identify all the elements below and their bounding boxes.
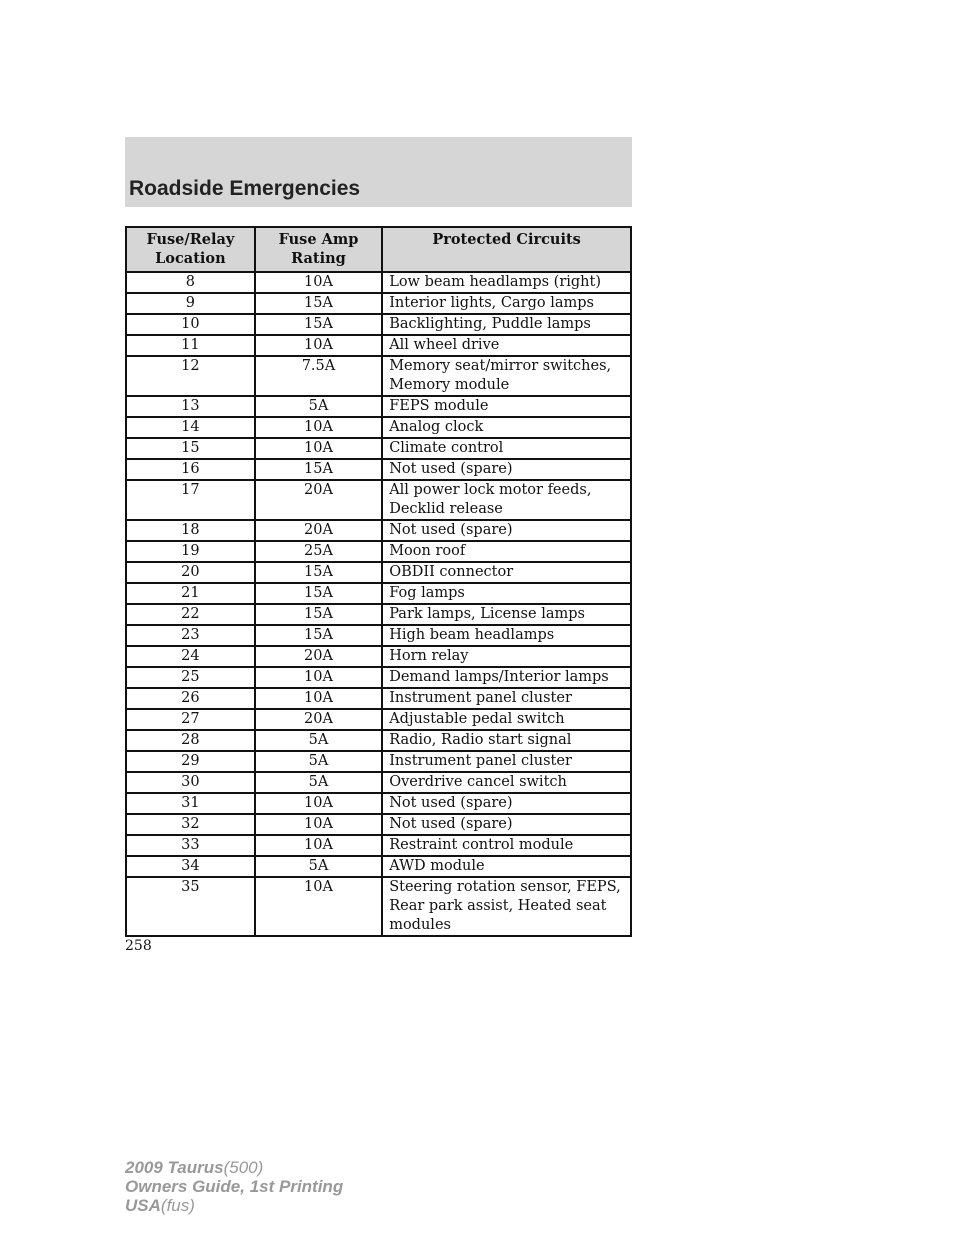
protected-circuits-cell: Not used (spare) [382,793,631,814]
header-location: Fuse/Relay Location [126,227,255,272]
footer-market-code: (fus) [160,1196,195,1215]
fuse-location-cell: 11 [126,335,255,356]
fuse-location-cell: 34 [126,856,255,877]
fuse-amp-cell: 5A [255,856,382,877]
fuse-amp-cell: 5A [255,772,382,793]
protected-circuits-cell: Overdrive cancel switch [382,772,631,793]
fuse-location-cell: 25 [126,667,255,688]
table-row [126,793,631,814]
protected-circuits-cell: Instrument panel cluster [382,751,631,772]
fuse-amp-cell: 20A [255,646,382,667]
protected-circuits-cell: Low beam headlamps (right) [382,272,631,293]
footer-line-1 [125,1158,343,1177]
fuse-location-cell: 18 [126,520,255,541]
protected-circuits-cell: FEPS module [382,396,631,417]
fuse-amp-cell: 15A [255,625,382,646]
fuse-location-cell: 9 [126,293,255,314]
section-header [125,137,632,207]
table-row [126,438,631,459]
table-row [126,709,631,730]
table-row [126,480,631,520]
table-row [126,541,631,562]
fuse-amp-cell: 10A [255,272,382,293]
table-row [126,314,631,335]
table-row [126,625,631,646]
fuse-amp-cell: 5A [255,396,382,417]
fuse-amp-cell: 5A [255,730,382,751]
fuse-amp-cell: 15A [255,604,382,625]
fuse-location-cell: 10 [126,314,255,335]
fuse-location-cell: 26 [126,688,255,709]
fuse-location-cell: 35 [126,877,255,936]
table-body [126,272,631,936]
fuse-amp-cell: 15A [255,583,382,604]
table-row [126,335,631,356]
table-row [126,772,631,793]
fuse-location-cell: 17 [126,480,255,520]
section-title: Roadside Emergencies [129,177,361,200]
table-row [126,688,631,709]
protected-circuits-cell: Adjustable pedal switch [382,709,631,730]
protected-circuits-cell: Restraint control module [382,835,631,856]
footer-line-3 [125,1196,343,1215]
footer-market: USA [125,1196,161,1215]
fuse-amp-cell: 20A [255,520,382,541]
fuse-amp-cell: 10A [255,835,382,856]
fuse-amp-cell: 10A [255,335,382,356]
fuse-amp-cell: 10A [255,877,382,936]
fuse-amp-cell: 10A [255,814,382,835]
fuse-location-cell: 24 [126,646,255,667]
table-row [126,356,631,396]
protected-circuits-cell: Analog clock [382,417,631,438]
fuse-amp-cell: 10A [255,667,382,688]
table-row [126,293,631,314]
fuse-amp-cell: 15A [255,314,382,335]
fuse-amp-cell: 15A [255,562,382,583]
footer [125,1158,343,1215]
table-row [126,272,631,293]
fuse-amp-cell: 25A [255,541,382,562]
header-protected-circuits: Protected Circuits [382,227,631,272]
header-amp-rating: Fuse Amp Rating [255,227,382,272]
protected-circuits-cell: Climate control [382,438,631,459]
protected-circuits-cell: High beam headlamps [382,625,631,646]
fuse-location-cell: 29 [126,751,255,772]
footer-model-code: (500) [223,1158,264,1177]
table-row [126,520,631,541]
protected-circuits-cell: Not used (spare) [382,520,631,541]
fuse-location-cell: 14 [126,417,255,438]
table-row [126,646,631,667]
footer-line-2 [125,1177,343,1196]
protected-circuits-cell: AWD module [382,856,631,877]
table-row [126,667,631,688]
protected-circuits-cell: Interior lights, Cargo lamps [382,293,631,314]
fuse-location-cell: 32 [126,814,255,835]
fuse-location-cell: 8 [126,272,255,293]
protected-circuits-cell: Not used (spare) [382,459,631,480]
protected-circuits-cell: All wheel drive [382,335,631,356]
table-row [126,562,631,583]
table-row [126,583,631,604]
page-number: 258 [125,938,152,954]
protected-circuits-cell: Instrument panel cluster [382,688,631,709]
table-row [126,751,631,772]
fuse-location-cell: 22 [126,604,255,625]
protected-circuits-cell: Memory seat/mirror switches, Memory module [382,356,631,396]
fuse-location-cell: 23 [126,625,255,646]
table-header-row [126,227,631,272]
protected-circuits-cell: Backlighting, Puddle lamps [382,314,631,335]
fuse-amp-cell: 10A [255,438,382,459]
fuse-location-cell: 13 [126,396,255,417]
fuse-location-cell: 28 [126,730,255,751]
fuse-location-cell: 19 [126,541,255,562]
fuse-amp-cell: 10A [255,688,382,709]
table-row [126,396,631,417]
protected-circuits-cell: OBDII connector [382,562,631,583]
fuse-amp-cell: 10A [255,793,382,814]
fuse-location-cell: 12 [126,356,255,396]
protected-circuits-cell: Demand lamps/Interior lamps [382,667,631,688]
protected-circuits-cell: Horn relay [382,646,631,667]
fuse-amp-cell: 20A [255,709,382,730]
fuse-amp-cell: 20A [255,480,382,520]
fuse-location-cell: 31 [126,793,255,814]
protected-circuits-cell: Not used (spare) [382,814,631,835]
table-row [126,835,631,856]
protected-circuits-cell: Radio, Radio start signal [382,730,631,751]
protected-circuits-cell: Steering rotation sensor, FEPS, Rear park assist, Heated seat modules [382,877,631,936]
table-row [126,730,631,751]
fuse-amp-cell: 15A [255,293,382,314]
table-row [126,604,631,625]
fuse-location-cell: 15 [126,438,255,459]
fuse-location-cell: 27 [126,709,255,730]
fuse-amp-cell: 15A [255,459,382,480]
fuse-amp-cell: 7.5A [255,356,382,396]
fuse-location-cell: 30 [126,772,255,793]
fuse-location-cell: 16 [126,459,255,480]
footer-model: 2009 Taurus [125,1158,224,1177]
table-row [126,814,631,835]
table-row [126,856,631,877]
fuse-location-cell: 20 [126,562,255,583]
table-row [126,459,631,480]
fuse-location-cell: 21 [126,583,255,604]
protected-circuits-cell: Fog lamps [382,583,631,604]
fuse-amp-cell: 10A [255,417,382,438]
fuse-amp-cell: 5A [255,751,382,772]
footer-edition: Owners Guide, 1st Printing [125,1177,344,1196]
protected-circuits-cell: Park lamps, License lamps [382,604,631,625]
fuse-table [125,226,632,937]
protected-circuits-cell: All power lock motor feeds, Decklid release [382,480,631,520]
table-row [126,877,631,936]
fuse-location-cell: 33 [126,835,255,856]
table-row [126,417,631,438]
protected-circuits-cell: Moon roof [382,541,631,562]
